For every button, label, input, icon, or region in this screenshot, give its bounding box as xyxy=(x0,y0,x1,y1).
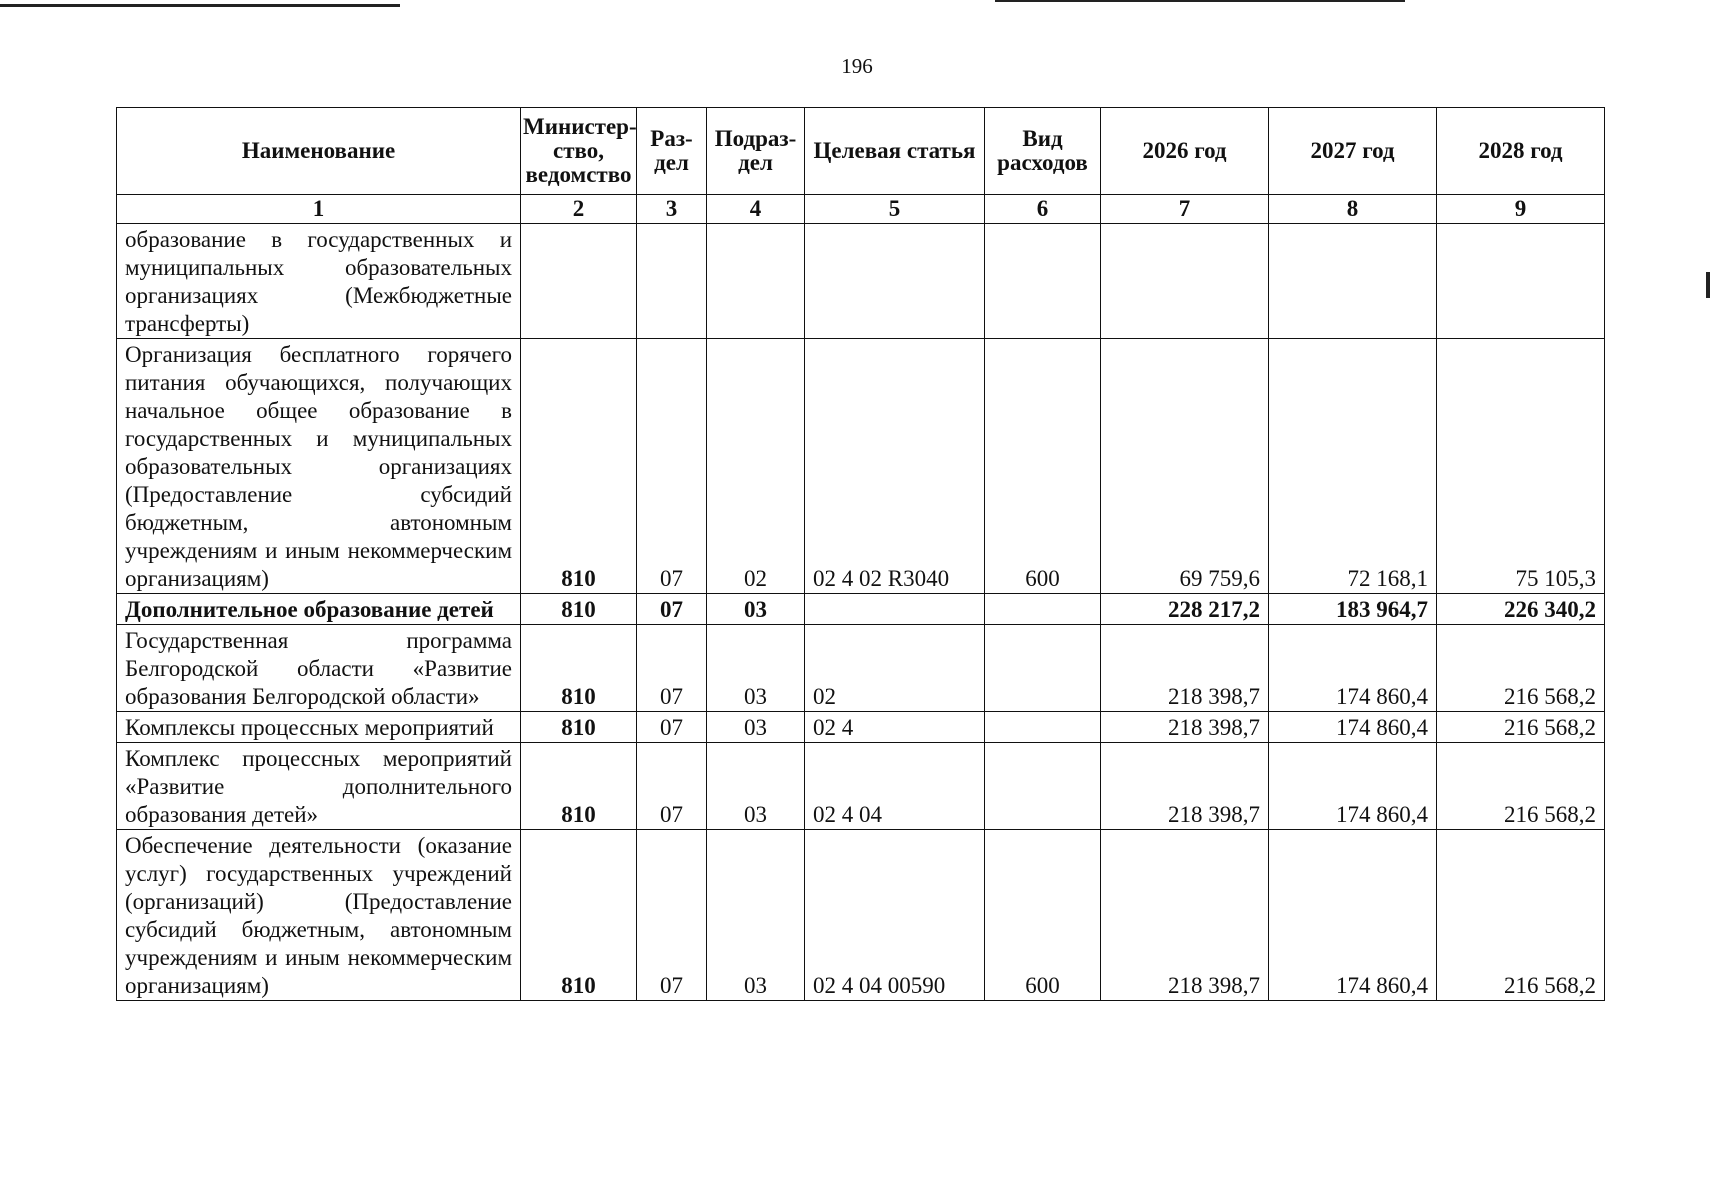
header-expense-type: Вид расходов xyxy=(985,108,1101,195)
row-2027 xyxy=(1269,224,1437,339)
row-2026: 218 398,7 xyxy=(1101,625,1269,712)
row-2026: 218 398,7 xyxy=(1101,743,1269,830)
row-2027: 174 860,4 xyxy=(1269,743,1437,830)
row-ministry: 810 xyxy=(521,625,637,712)
row-2027: 174 860,4 xyxy=(1269,625,1437,712)
row-2028: 216 568,2 xyxy=(1437,712,1605,743)
row-2028: 216 568,2 xyxy=(1437,830,1605,1001)
row-section xyxy=(637,224,707,339)
row-expense-type xyxy=(985,224,1101,339)
header-row xyxy=(117,108,1605,195)
row-subsection: 03 xyxy=(707,712,805,743)
column-number: 1 xyxy=(117,195,521,224)
row-2026: 228 217,2 xyxy=(1101,594,1269,625)
header-name: Наименование xyxy=(117,108,521,195)
column-number: 9 xyxy=(1437,195,1605,224)
row-section: 07 xyxy=(637,743,707,830)
row-target-article: 02 xyxy=(805,625,985,712)
row-expense-type xyxy=(985,712,1101,743)
table-row xyxy=(117,224,1605,339)
scan-edge-mark-right xyxy=(1706,272,1710,298)
header-2026: 2026 год xyxy=(1101,108,1269,195)
row-subsection: 02 xyxy=(707,339,805,594)
column-number: 2 xyxy=(521,195,637,224)
column-number: 8 xyxy=(1269,195,1437,224)
row-target-article xyxy=(805,224,985,339)
row-subsection xyxy=(707,224,805,339)
row-name: Государственная программа Белгородской области «Развитие образования Белгородской области» xyxy=(117,625,521,712)
row-2028: 216 568,2 xyxy=(1437,743,1605,830)
budget-table xyxy=(116,107,1605,1001)
row-section: 07 xyxy=(637,594,707,625)
row-name: Организация бесплатного горячего питания обучающихся, получающих начальное общее образование в государственных и муниципальных образовательных организациях (Предоставление субсидий бюджетным, автономным учреждениям и иным некоммерческим организациям) xyxy=(117,339,521,594)
row-2026 xyxy=(1101,224,1269,339)
row-subsection: 03 xyxy=(707,830,805,1001)
row-2028 xyxy=(1437,224,1605,339)
column-number: 3 xyxy=(637,195,707,224)
row-ministry: 810 xyxy=(521,830,637,1001)
row-name: Обеспечение деятельности (оказание услуг) государственных учреждений (организаций) (Предоставление субсидий бюджетным, автономным учреждениям и иным некоммерческим организациям) xyxy=(117,830,521,1001)
row-name: Комплекс процессных мероприятий «Развитие дополнительного образования детей» xyxy=(117,743,521,830)
row-target-article: 02 4 04 00590 xyxy=(805,830,985,1001)
column-number: 7 xyxy=(1101,195,1269,224)
row-2028: 216 568,2 xyxy=(1437,625,1605,712)
row-ministry: 810 xyxy=(521,594,637,625)
row-expense-type xyxy=(985,594,1101,625)
row-ministry: 810 xyxy=(521,339,637,594)
page-number: 196 xyxy=(841,54,873,78)
row-target-article xyxy=(805,594,985,625)
row-2027: 174 860,4 xyxy=(1269,712,1437,743)
table-row xyxy=(117,594,1605,625)
column-number: 5 xyxy=(805,195,985,224)
row-ministry: 810 xyxy=(521,712,637,743)
row-subsection: 03 xyxy=(707,743,805,830)
row-section: 07 xyxy=(637,830,707,1001)
scan-edge-line-left xyxy=(0,4,400,7)
header-section: Раз-дел xyxy=(637,108,707,195)
table-row xyxy=(117,625,1605,712)
row-2026: 69 759,6 xyxy=(1101,339,1269,594)
table-row xyxy=(117,743,1605,830)
row-target-article: 02 4 04 xyxy=(805,743,985,830)
row-2028: 75 105,3 xyxy=(1437,339,1605,594)
row-section: 07 xyxy=(637,339,707,594)
table-row xyxy=(117,830,1605,1001)
row-2027: 174 860,4 xyxy=(1269,830,1437,1001)
row-2028: 226 340,2 xyxy=(1437,594,1605,625)
scan-edge-line-right xyxy=(995,0,1405,2)
column-number: 6 xyxy=(985,195,1101,224)
row-name: образование в государственных и муниципальных образовательных организациях (Межбюджетные трансферты) xyxy=(117,224,521,339)
header-2028: 2028 год xyxy=(1437,108,1605,195)
row-name: Дополнительное образование детей xyxy=(117,594,521,625)
table-row xyxy=(117,712,1605,743)
header-ministry: Министер-ство, ведомство xyxy=(521,108,637,195)
row-expense-type: 600 xyxy=(985,339,1101,594)
row-2026: 218 398,7 xyxy=(1101,830,1269,1001)
column-number: 4 xyxy=(707,195,805,224)
row-name: Комплексы процессных мероприятий xyxy=(117,712,521,743)
row-2026: 218 398,7 xyxy=(1101,712,1269,743)
row-subsection: 03 xyxy=(707,594,805,625)
row-2027: 183 964,7 xyxy=(1269,594,1437,625)
header-target-article: Целевая статья xyxy=(805,108,985,195)
row-expense-type: 600 xyxy=(985,830,1101,1001)
row-expense-type xyxy=(985,625,1101,712)
row-target-article: 02 4 02 R3040 xyxy=(805,339,985,594)
row-target-article: 02 4 xyxy=(805,712,985,743)
row-subsection: 03 xyxy=(707,625,805,712)
row-expense-type xyxy=(985,743,1101,830)
column-number-row xyxy=(117,195,1605,224)
row-section: 07 xyxy=(637,712,707,743)
header-2027: 2027 год xyxy=(1269,108,1437,195)
row-ministry: 810 xyxy=(521,743,637,830)
row-2027: 72 168,1 xyxy=(1269,339,1437,594)
table-row xyxy=(117,339,1605,594)
row-section: 07 xyxy=(637,625,707,712)
row-ministry xyxy=(521,224,637,339)
header-subsection: Подраз-дел xyxy=(707,108,805,195)
